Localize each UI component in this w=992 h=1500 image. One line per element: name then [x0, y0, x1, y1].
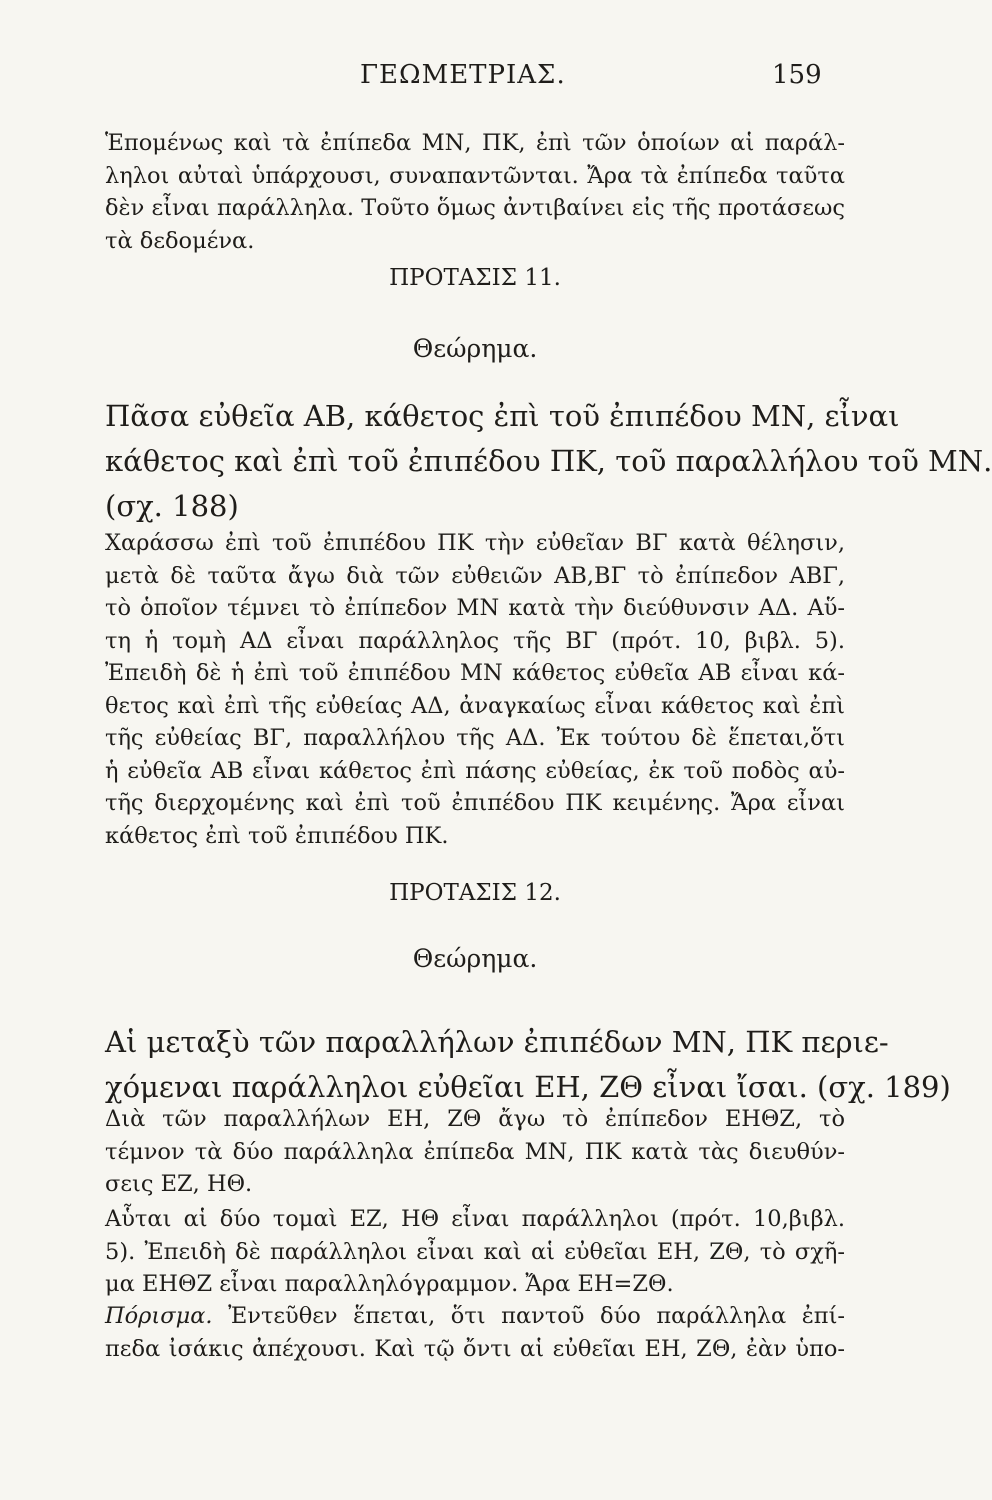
intro-paragraph — [105, 127, 845, 257]
proposition-12-heading: ΠΡΟΤΑΣΙΣ 12. — [389, 880, 561, 906]
text-line: μα ΕΗΘΖ εἶναι παραλληλόγραμμον. Ἄρα ΕΗ=ΖΘ. — [105, 1271, 674, 1297]
corollary-label: Πόρισμα. — [105, 1303, 213, 1329]
proposition-12-statement — [105, 1020, 951, 1110]
proposition-12-proof — [105, 1103, 845, 1201]
text-line: κάθετος ἐπὶ τοῦ ἐπιπέδου ΠΚ. — [105, 822, 449, 849]
text-line: Ἐπειδὴ δὲ ἡ ἐπὶ τοῦ ἐπιπέδου ΜΝ κάθετος εὐθεῖα ΑΒ εἶναι κά- — [105, 660, 845, 686]
proposition-11-statement — [105, 394, 992, 529]
corollary-paragraph — [105, 1300, 845, 1365]
text-line: δὲν εἶναι παράλληλα. Τοῦτο ὅμως ἀντιβαίνει εἰς τῆς προτάσεως — [105, 195, 845, 221]
statement-line: (σχ. 188) — [105, 489, 239, 523]
text-line: τέμνον τὰ δύο παράλληλα ἐπίπεδα ΜΝ, ΠΚ κατὰ τὰς διευθύν- — [105, 1138, 845, 1165]
statement-line: Αἱ μεταξὺ τῶν παραλλήλων ἐπιπέδων ΜΝ, ΠΚ περιε- — [105, 1025, 889, 1059]
page-number: 159 — [772, 60, 822, 90]
text-line: Χαράσσω ἐπὶ τοῦ ἐπιπέδου ΠΚ τὴν εὐθεῖαν ΒΓ κατὰ θέλησιν, — [105, 530, 845, 556]
proposition-12-proof-continued — [105, 1203, 845, 1301]
running-header: ΓΕΩΜΕΤΡΙΑΣ. — [360, 60, 566, 90]
text-line: μετὰ δὲ ταῦτα ἄγω διὰ τῶν εὐθειῶν ΑΒ,ΒΓ τὸ ἐπίπεδον ΑΒΓ, — [105, 562, 845, 589]
statement-line: χόμεναι παράλληλοι εὐθεῖαι ΕΗ, ΖΘ εἶναι ἴσαι. (σχ. 189) — [105, 1070, 951, 1104]
statement-line: κάθετος καὶ ἐπὶ τοῦ ἐπιπέδου ΠΚ, τοῦ παραλλήλου τοῦ ΜΝ. — [105, 444, 992, 478]
text-line: τη ἡ τομὴ ΑΔ εἶναι παράλληλος τῆς ΒΓ (πρότ. 10, βιβλ. 5). — [105, 627, 845, 654]
text-line: θετος καὶ ἐπὶ τῆς εὐθείας ΑΔ, ἀναγκαίως εἶναι κάθετος καὶ ἐπὶ — [105, 692, 845, 719]
text-line: ἡ εὐθεῖα ΑΒ εἶναι κάθετος ἐπὶ πάσης εὐθείας, ἐκ τοῦ ποδὸς αὐ- — [105, 757, 845, 784]
text-line: Διὰ τῶν παραλλήλων ΕΗ, ΖΘ ἄγω τὸ ἐπίπεδον ΕΗΘΖ, τὸ — [105, 1106, 845, 1132]
text-line: τῆς διερχομένης καὶ ἐπὶ τοῦ ἐπιπέδου ΠΚ κειμένης. Ἄρα εἶναι — [105, 790, 845, 816]
text-line: 5). Ἐπειδὴ δὲ παράλληλοι εἶναι καὶ αἱ εὐθεῖαι ΕΗ, ΖΘ, τὸ σχῆ- — [105, 1238, 845, 1265]
proposition-11-heading: ΠΡΟΤΑΣΙΣ 11. — [389, 265, 561, 291]
text-line: πεδα ἰσάκις ἀπέχουσι. Καὶ τῷ ὄντι αἱ εὐθεῖαι ΕΗ, ΖΘ, ἐὰν ὑπο- — [105, 1335, 845, 1362]
proposition-12-subheading: Θεώρημα. — [412, 944, 538, 973]
proposition-11-proof — [105, 527, 845, 852]
text-line: τὸ ὁποῖον τέμνει τὸ ἐπίπεδον ΜΝ κατὰ τὴν διεύθυνσιν ΑΔ. Αὕ- — [105, 595, 845, 621]
statement-line: Πᾶσα εὐθεῖα ΑΒ, κάθετος ἐπὶ τοῦ ἐπιπέδου ΜΝ, εἶναι — [105, 399, 900, 433]
text-line: Ἑπομένως καὶ τὰ ἐπίπεδα ΜΝ, ΠΚ, ἐπὶ τῶν ὁποίων αἱ παράλ- — [105, 130, 845, 156]
text-span: Ἐντεῦθεν ἕπεται, ὅτι παντοῦ δύο παράλληλα ἐπί- — [212, 1303, 845, 1329]
text-line: ληλοι αὐταὶ ὑπάρχουσι, συναπαντῶνται. Ἄρα τὰ ἐπίπεδα ταῦτα — [105, 162, 845, 189]
corollary-first-line — [105, 1300, 845, 1333]
text-line: τὰ δεδομένα. — [105, 227, 255, 254]
text-line: Αὗται αἱ δύο τομαὶ ΕΖ, ΗΘ εἶναι παράλληλοι (πρότ. 10,βιβλ. — [105, 1206, 845, 1232]
proposition-11-subheading: Θεώρημα. — [412, 334, 538, 363]
text-line: τῆς εὐθείας ΒΓ, παραλλήλου τῆς ΑΔ. Ἐκ τούτου δὲ ἕπεται,ὅτι — [105, 725, 845, 751]
text-line: σεις ΕΖ, ΗΘ. — [105, 1171, 253, 1197]
